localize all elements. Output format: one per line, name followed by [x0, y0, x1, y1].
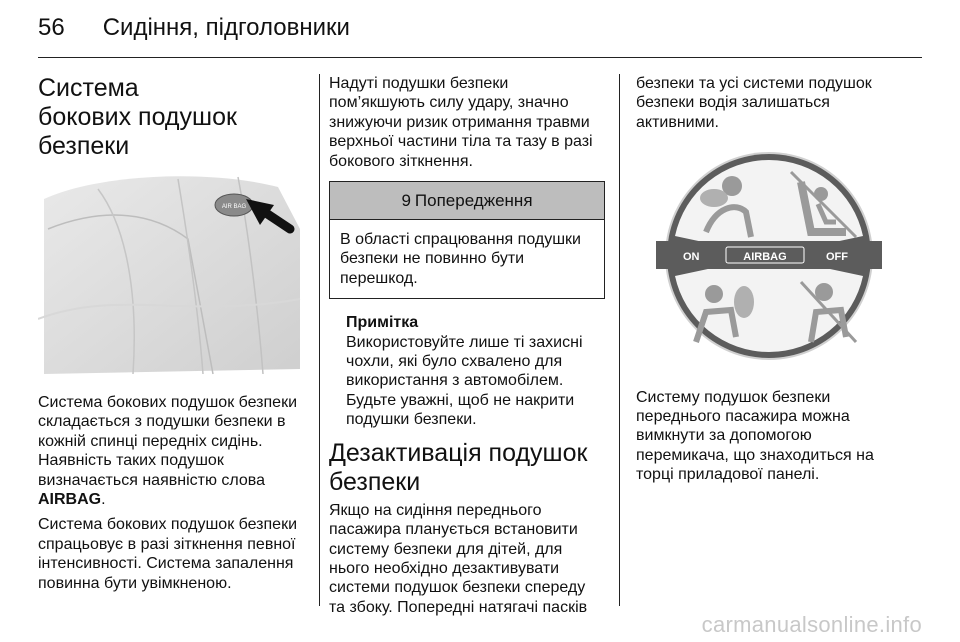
deactivation-heading: Дезактивація подушок безпеки [329, 438, 588, 496]
note-text: Використовуйте лише ті захисні чохли, які було схвалено для використання з автомобілем. Будьте уважні, щоб не накрити подушки безпеки. [346, 333, 583, 429]
side-airbag-paragraph-2: Система бокових подушок безпеки спрацьовує в разі зіткнення певної інтенсивності. Система запалення повинна бути увімкненою. [38, 516, 297, 592]
warning-icon: 9 [401, 190, 411, 210]
switch-airbag-label: AIRBAG [743, 251, 787, 264]
note-title: Примітка [346, 314, 419, 332]
side-airbag-paragraph-1: Система бокових подушок безпеки складається з подушки безпеки в кожній спинці передніх сидінь. Наявність таких подушок визначається наявністю слова AIRBAG. [38, 394, 297, 509]
switch-on-label: ON [683, 251, 700, 264]
inflated-airbag-paragraph: Надуті подушки безпеки пом’якшують силу удару, значно знижуючи ризик отримання травми верхньої частини тіла та тазу в разі бокового зіткнення. [329, 75, 593, 170]
column-1 [38, 74, 306, 593]
warning-text: В області спрацювання подушки безпеки не повинно бути перешкод. [340, 231, 581, 287]
watermark: carmanualsonline.info [701, 612, 922, 637]
deactivation-paragraph: Якщо на сидіння переднього пасажира планується встановити систему безпеки для дітей, для нього необхідно дезактивувати системи подушок безпеки спереду та збоку. Попередні натягачі пасків [329, 501, 588, 616]
airbag-badge-label: AIR BAG [221, 204, 247, 210]
warning-box [329, 181, 605, 299]
note-block [329, 313, 605, 429]
column-separator-1 [319, 74, 320, 606]
driver-airbags-active-paragraph: безпеки та усі системи подушок безпеки водія залишаться активними. [636, 75, 872, 131]
page-number: 56 [38, 14, 65, 41]
column-3 [636, 74, 906, 485]
airbag-switch-illustration [636, 152, 902, 360]
switch-off-label: OFF [826, 251, 848, 264]
warning-header [330, 182, 604, 220]
column-2 [329, 74, 605, 617]
seat-airbag-illustration [38, 169, 304, 381]
side-airbag-heading: Система бокових подушок безпеки [38, 74, 237, 160]
column-separator-2 [619, 74, 620, 606]
airbag-keyword: AIRBAG [38, 491, 102, 509]
page-title: Сидіння, підголовники [102, 14, 350, 41]
page-header [38, 14, 350, 42]
warning-title: Попередження [414, 190, 533, 210]
header-rule [38, 57, 922, 58]
switch-paragraph: Систему подушок безпеки переднього пасажира можна вимкнути за допомогою перемикача, що знаходиться на торці приладової панелі. [636, 388, 874, 484]
